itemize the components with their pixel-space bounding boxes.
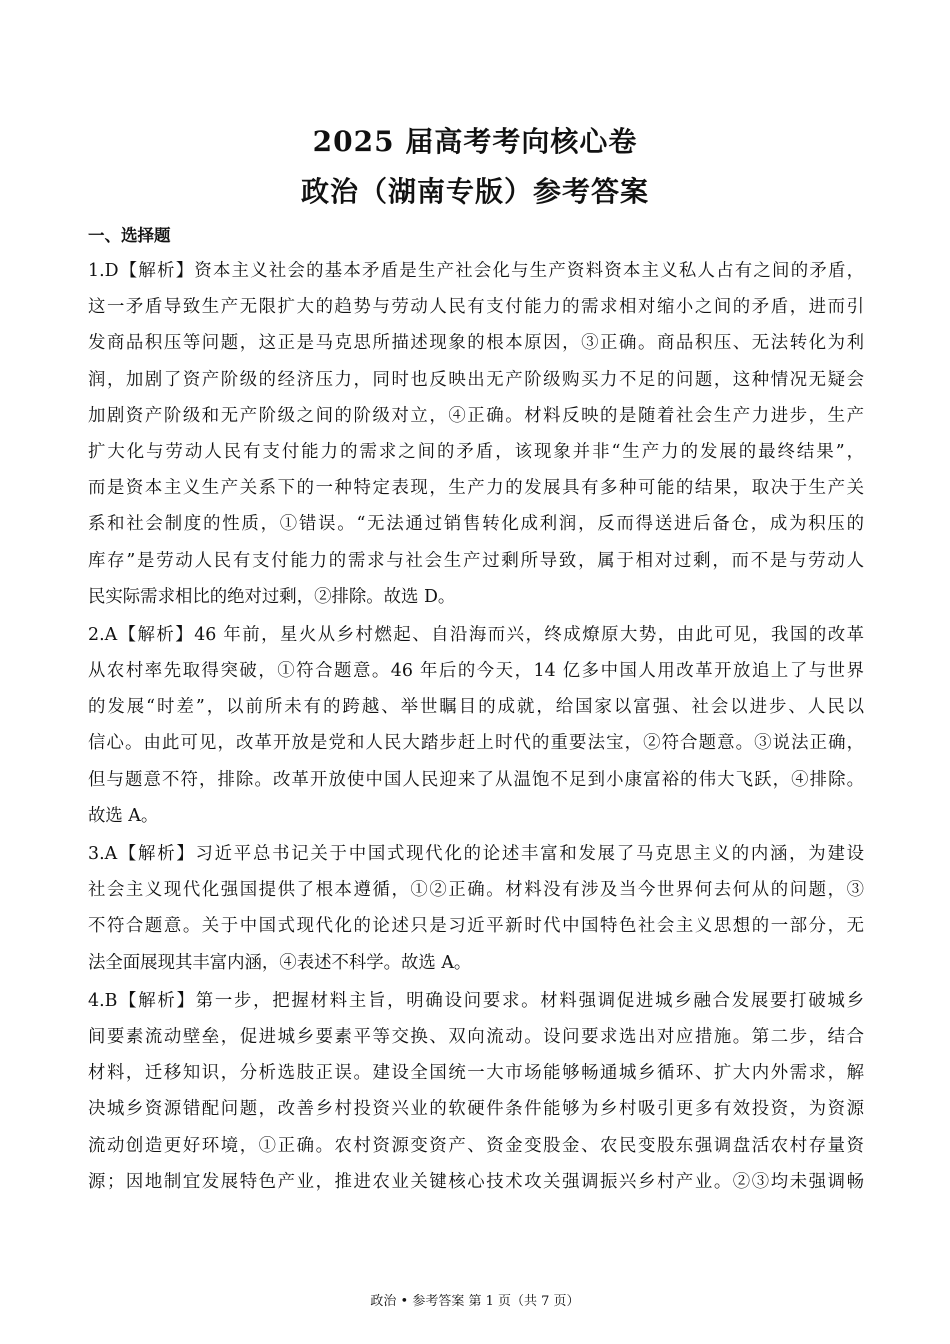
answer-item (88, 253, 864, 615)
answer-item (88, 836, 864, 981)
page-footer: 政治 • 参考答案 第 1 页（共 7 页） (370, 1294, 580, 1309)
answer-line: 系和社会制度的性质，①错误。“无法通过销售转化成利润，反而得送进后备仓，成为积压的 (88, 514, 864, 535)
answer-line: 扩大化与劳动人民有支付能力的需求之间的矛盾，该现象并非“生产力的发展的最终结果”， (88, 441, 864, 462)
answer-line: 库存”是劳动人民有支付能力的需求与社会生产过剩所导致，属于相对过剩，而不是与劳动人 (88, 550, 864, 571)
answer-line: 3.A【解析】习近平总书记关于中国式现代化的论述丰富和发展了马克思主义的内涵，为建设 (88, 844, 864, 864)
answer-line: 1.D【解析】资本主义社会的基本矛盾是生产社会化与生产资料资本主义私人占有之间的矛盾， (88, 261, 864, 281)
answer-line: 社会主义现代化强国提供了根本遵循，①②正确。材料没有涉及当今世界何去何从的问题，③ (88, 880, 864, 901)
answer-line: 但与题意不符，排除。改革开放使中国人民迎来了从温饱不足到小康富裕的伟大飞跃，④排除。 (88, 769, 864, 790)
answer-line: 不符合题意。关于中国式现代化的论述只是习近平新时代中国特色社会主义思想的一部分，无 (88, 916, 864, 937)
answer-line: 加剧资产阶级和无产阶级之间的阶级对立，④正确。材料反映的是随着社会生产力进步，生产 (88, 405, 864, 426)
answer-line: 从农村率先取得突破，①符合题意。46 年后的今天，14 亿多中国人用改革开放追上了与世界 (88, 661, 864, 682)
answer-line: 4.B【解析】第一步，把握材料主旨，明确设问要求。材料强调促进城乡融合发展要打破城乡 (88, 990, 864, 1011)
answer-line: 的发展“时差”，以前所未有的跨越、举世瞩目的成就，给国家以富强、社会以进步、人民以 (88, 697, 864, 718)
answer-line: 决城乡资源错配问题，改善乡村投资兴业的软硬件条件能够为乡村吸引更多有效投资，为资源 (88, 1099, 864, 1120)
document-title: 2025 届高考考向核心卷 (312, 125, 638, 158)
answer-line: 信心。由此可见，改革开放是党和人民大踏步赶上时代的重要法宝，②符合题意。③说法正确， (88, 733, 864, 754)
answer-line: 民实际需求相比的绝对过剩，②排除。故选 D。 (88, 586, 456, 607)
answer-line: 这一矛盾导致生产无限扩大的趋势与劳动人民有支付能力的需求相对缩小之间的矛盾，进而引 (88, 297, 864, 318)
answer-line: 间要素流动壁垒，促进城乡要素平等交换、双向流动。设问要求选出对应措施。第二步，结合 (88, 1026, 864, 1047)
answer-line: 故选 A。 (88, 805, 159, 826)
answer-line: 材料，迁移知识，分析选肢正误。建设全国统一大市场能够畅通城乡循环、扩大内外需求，解 (88, 1063, 864, 1084)
answer-line: 润，加剧了资产阶级的经济压力，同时也反映出无产阶级购买力不足的问题，这种情况无疑会 (88, 369, 864, 390)
answer-line: 源；因地制宜发展特色产业，推进农业关键核心技术攻关强调振兴乡村产业。②③均未强调畅 (88, 1171, 864, 1192)
document-subtitle: 政治（湖南专版）参考答案 (300, 175, 649, 208)
answer-line: 流动创造更好环境，①正确。农村资源变资产、资金变股金、农民变股东强调盘活农村存量资 (88, 1135, 864, 1156)
answer-body (88, 253, 864, 1200)
answer-line: 而是资本主义生产关系下的一种特定表现，生产力的发展具有多种可能的结果，取决于生产关 (88, 478, 864, 499)
answer-line: 法全面展现其丰富内涵，④表述不科学。故选 A。 (88, 952, 472, 973)
answer-item (88, 983, 864, 1200)
answer-line: 2.A【解析】46 年前，星火从乡村燃起、自沿海而兴，终成燎原大势，由此可见，我国的改革 (88, 624, 864, 645)
answer-item (88, 617, 864, 834)
section-heading: 一、选择题 (88, 226, 171, 245)
answer-line: 发商品积压等问题，这正是马克思所描述现象的根本原因，③正确。商品积压、无法转化为利 (88, 333, 864, 354)
